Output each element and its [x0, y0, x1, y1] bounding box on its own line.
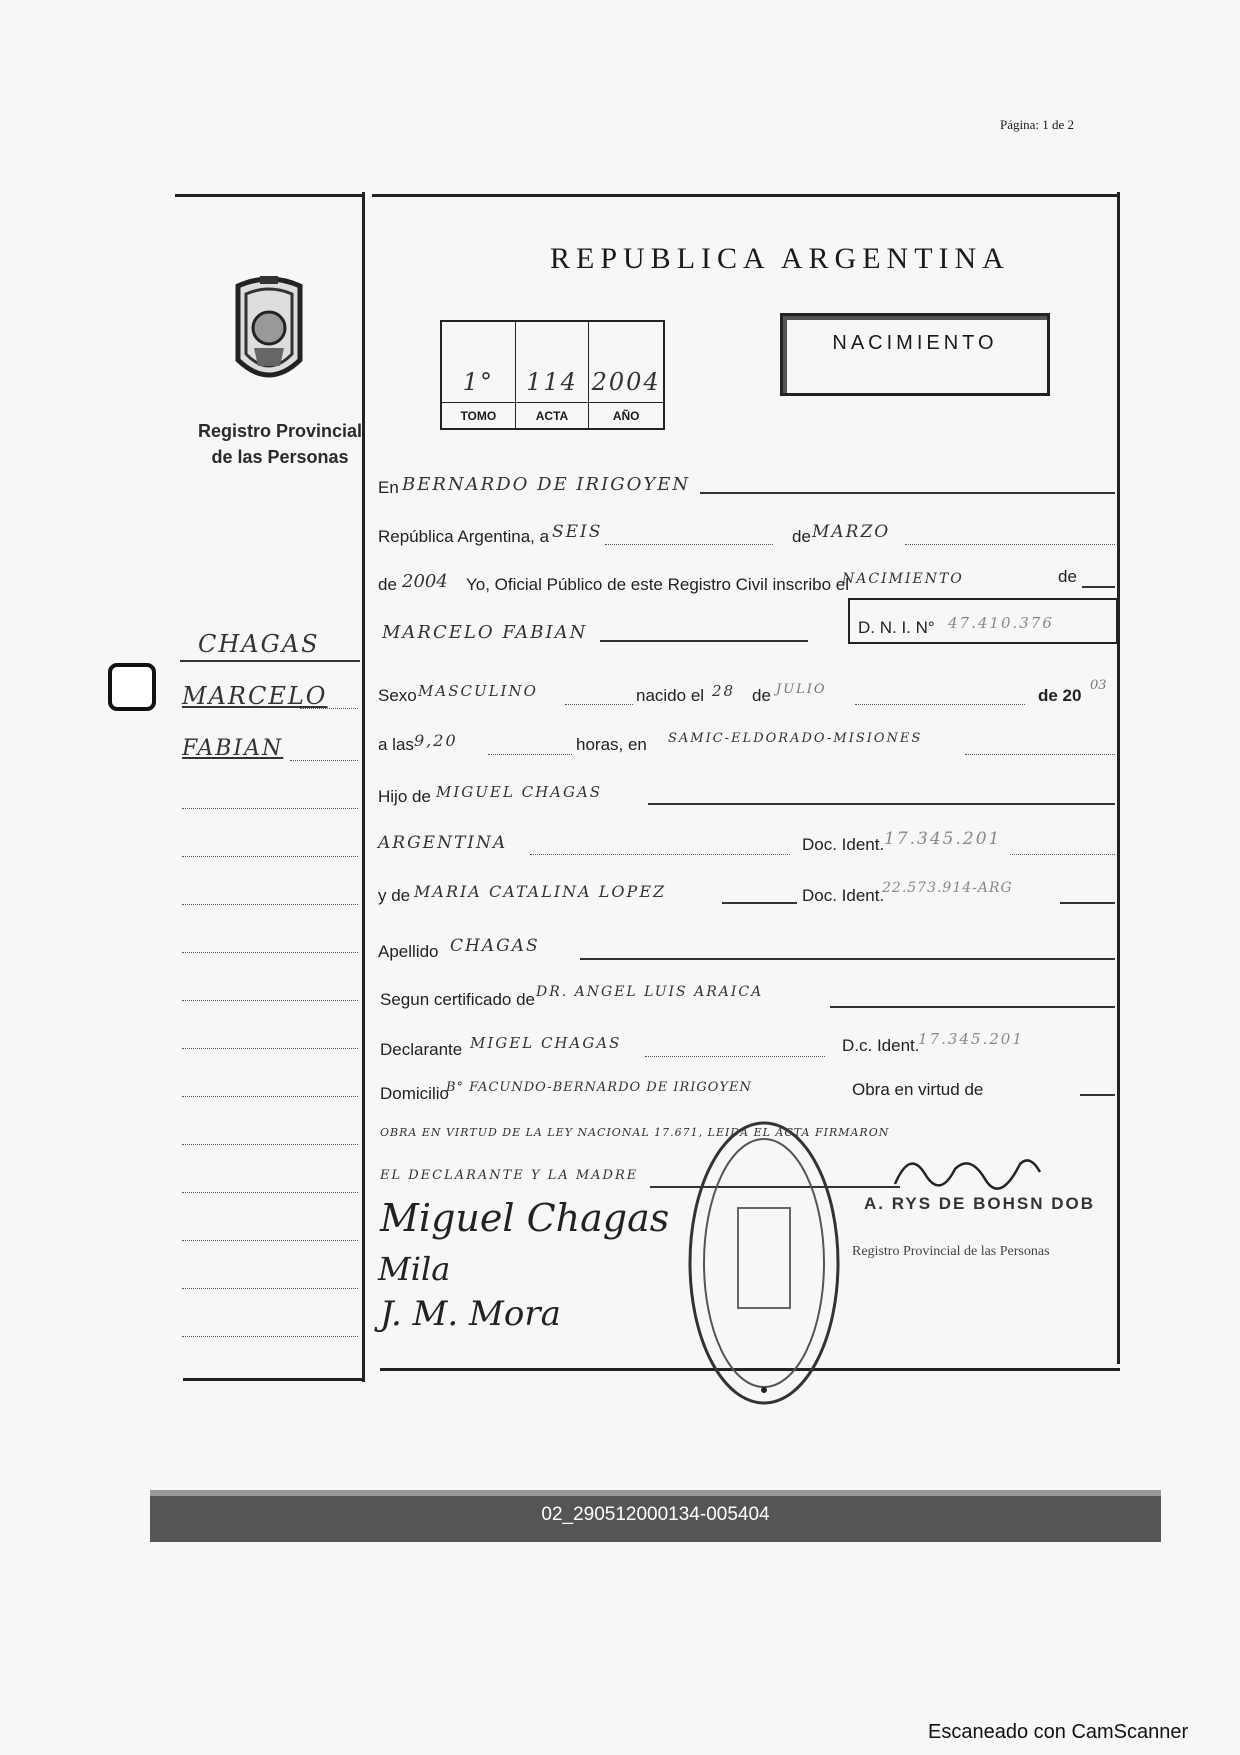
sidebar-surname: CHAGAS — [198, 630, 320, 658]
sidebar-dots — [182, 952, 358, 953]
right-border — [1117, 192, 1120, 1364]
domicilio-label: Domicilio — [380, 1084, 449, 1103]
sidebar-rule — [180, 660, 360, 662]
sidebar-dots — [182, 1192, 358, 1193]
inscribo-rule — [1082, 586, 1115, 588]
left-bottom-rule — [183, 1378, 364, 1381]
declarante-label: Declarante — [380, 1040, 463, 1059]
doc-ident-label-2: Doc. Ident. — [802, 886, 885, 905]
a-las-label: a las — [378, 735, 414, 754]
de-year-label: de — [378, 575, 397, 594]
de-label-3: de — [752, 686, 771, 705]
official-seal-icon — [686, 1118, 842, 1408]
officer-role: Registro Provincial de las Personas — [852, 1244, 1050, 1259]
declarante-value: MIGEL CHAGAS — [470, 1034, 622, 1052]
record-type-box — [780, 313, 1050, 396]
year-value: 2004 — [402, 571, 448, 592]
father-doc: 17.345.201 — [884, 829, 1002, 849]
segun-rule — [830, 1006, 1115, 1008]
tomo-label: TOMO — [442, 402, 516, 428]
acta-value: 114 — [516, 322, 590, 402]
hour-value: 9,20 — [414, 731, 458, 750]
coat-of-arms-icon — [230, 268, 308, 394]
issuer-line-2: de las Personas — [211, 447, 349, 467]
registry-table — [440, 320, 665, 430]
birth-day: 28 — [712, 682, 736, 700]
mother-value: MARIA CATALINA LOPEZ — [414, 882, 667, 901]
doc-ident-label: Doc. Ident. — [802, 835, 885, 854]
officer-signature-icon — [890, 1144, 1050, 1194]
hour-rule — [488, 754, 572, 755]
domicilio-rule — [1080, 1094, 1115, 1096]
de-20-label: de 20 — [1038, 686, 1082, 705]
en-label: En — [378, 478, 399, 497]
place-rule — [965, 754, 1115, 755]
sidebar-dots — [182, 1288, 358, 1289]
nacido-label: nacido el — [636, 686, 705, 705]
sidebar-dots — [290, 760, 358, 761]
declarante-rule — [645, 1056, 825, 1057]
sexo-rule — [565, 704, 633, 705]
y-de-label: y de — [378, 886, 411, 905]
sidebar-dots — [182, 1048, 358, 1049]
birth-year: 03 — [1090, 678, 1107, 693]
birth-month: JULIO — [776, 682, 827, 697]
dc-ident-label: D.c. Ident. — [842, 1036, 920, 1055]
mother-doc: 22.573.914-ARG — [882, 880, 1013, 896]
obra-value: OBRA EN VIRTUD DE LA LEY NACIONAL 17.671, LEIDA EL ACTA FIRMARON — [380, 1126, 890, 1139]
sidebar-dots — [182, 1000, 358, 1001]
officer-name: A. RYS DE BOHSN DOB — [864, 1194, 1096, 1213]
month-value: MARZO — [812, 522, 891, 542]
closing-value: EL DECLARANTE Y LA MADRE — [380, 1168, 639, 1183]
sidebar-checkbox[interactable] — [108, 663, 156, 711]
acta-label: ACTA — [516, 402, 590, 428]
record-type-label: NACIMIENTO — [832, 332, 998, 354]
inscribo-value: NACIMIENTO — [842, 571, 964, 587]
domicilio-value: B° FACUNDO-BERNARDO DE IRIGOYEN — [446, 1080, 752, 1095]
scanner-watermark: Escaneado con CamScanner — [928, 1721, 1189, 1743]
day-rule — [605, 544, 773, 545]
sidebar-dots — [182, 1240, 358, 1241]
sidebar-dots — [182, 808, 358, 809]
father-value: MIGUEL CHAGAS — [436, 783, 603, 801]
republica-label: República Argentina, a — [378, 527, 550, 546]
obra-text: Obra en virtud de — [852, 1080, 984, 1099]
signature-1: Miguel Chagas — [380, 1196, 670, 1240]
dni-value: 47.410.376 — [948, 614, 1054, 632]
left-top-rule — [175, 194, 365, 197]
sidebar-dots — [182, 856, 358, 857]
horas-label: horas, en — [576, 735, 647, 754]
nationality-rule — [530, 854, 790, 855]
sidebar-name-1: MARCELO — [182, 682, 328, 710]
declarante-doc: 17.345.201 — [918, 1030, 1024, 1048]
mother-rule — [722, 902, 797, 904]
birth-rule — [855, 704, 1025, 705]
apellido-rule — [580, 958, 1115, 960]
segun-value: DR. ANGEL LUIS ARAICA — [536, 984, 764, 1000]
issuer-label — [190, 418, 370, 470]
mother-doc-rule — [1060, 902, 1115, 904]
signature-2: Mila — [378, 1250, 451, 1288]
sidebar-dots — [300, 708, 358, 709]
full-name-value: MARCELO FABIAN — [382, 622, 588, 643]
day-value: SEIS — [552, 522, 603, 542]
dni-label: D. N. I. N° — [858, 618, 935, 637]
sexo-value: MASCULINO — [418, 682, 538, 700]
sidebar-name-2: FABIAN — [182, 736, 284, 761]
sidebar-dots — [182, 1144, 358, 1145]
document-title: REPUBLICA ARGENTINA — [550, 242, 1010, 275]
tomo-value: 1° — [442, 322, 516, 402]
page-number: Página: 1 de 2 — [1000, 117, 1075, 132]
segun-label: Segun certificado de — [380, 990, 535, 1009]
column-divider — [362, 192, 365, 1382]
ano-value: 2004 — [591, 368, 661, 396]
sidebar-dots — [182, 1336, 358, 1337]
father-nationality: ARGENTINA — [378, 833, 508, 853]
de-label: de — [792, 527, 811, 546]
footer-code: 02_290512000134-005404 — [541, 1504, 770, 1525]
de-label-2: de — [1058, 567, 1077, 586]
hijo-label: Hijo de — [378, 787, 431, 806]
right-top-rule — [372, 194, 1117, 197]
month-rule — [905, 544, 1115, 545]
ano-label: AÑO — [589, 402, 663, 428]
full-name-rule — [600, 640, 808, 642]
signature-3: J. M. Mora — [380, 1294, 561, 1334]
father-doc-rule — [1010, 854, 1115, 855]
en-rule — [700, 492, 1115, 494]
father-rule — [648, 803, 1115, 805]
en-value: BERNARDO DE IRIGOYEN — [402, 474, 691, 495]
sidebar-dots — [182, 904, 358, 905]
apellido-value: CHAGAS — [450, 936, 540, 956]
issuer-line-1: Registro Provincial — [197, 421, 363, 441]
sidebar-dots — [182, 1096, 358, 1097]
apellido-label: Apellido — [378, 942, 439, 961]
place-value: SAMIC-ELDORADO-MISIONES — [668, 731, 923, 746]
sexo-label: Sexo — [378, 686, 417, 705]
oficial-text: Yo, Oficial Público de este Registro Civil inscribo el — [466, 575, 849, 594]
